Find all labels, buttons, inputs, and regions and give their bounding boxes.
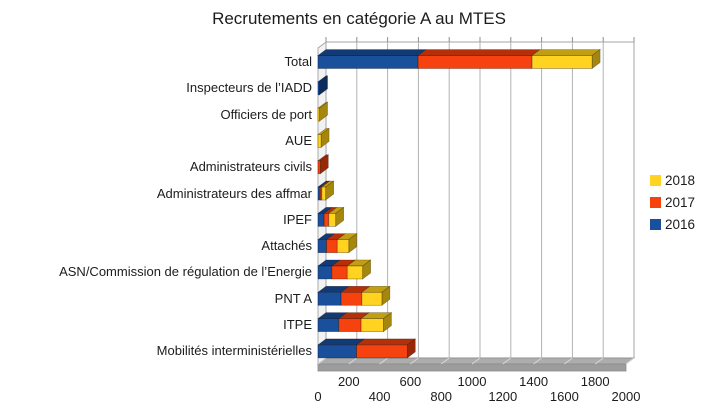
category-label: AUE [285,132,312,148]
category-label: IPEF [283,211,312,227]
bar-segment-2018 [337,240,349,253]
legend [650,169,695,235]
bar-segment-2018 [322,187,326,200]
bar-segment-2016 [318,266,332,279]
x-axis-label: 800 [430,389,453,404]
category-label: Attachés [261,238,312,254]
category-label: Mobilités interministérielles [156,343,312,359]
x-axis-label: 600 [399,374,422,389]
bar-segment-2018 [318,134,321,147]
bar-segment-2018 [532,56,592,69]
category-label: ASN/Commission de régulation de l’Energie [59,264,312,280]
bar-top-face [532,50,600,56]
bar-top-face [418,50,540,56]
chart-title: Recrutements en catégorie A au MTES [212,9,506,28]
x-axis-label: 1000 [457,374,487,389]
category-label: Total [284,54,312,69]
x-axis-label: 200 [337,374,360,389]
legend-label-2018: 2018 [665,172,696,188]
bar-segment-2017 [332,266,347,279]
x-axis-label: 1800 [580,374,610,389]
bar-segment-2017 [357,345,408,358]
x-axis-label: 400 [368,389,391,404]
legend-item-2017 [650,191,695,213]
floor-front [318,364,626,371]
legend-item-2016 [650,213,695,235]
category-label: Administrateurs des affmar [156,185,312,201]
legend-label-2016: 2016 [665,216,696,232]
x-axis-label: 1400 [519,374,549,389]
bar-segment-2016 [318,82,320,95]
bar-segment-2016 [318,240,326,253]
bar-top-face [357,339,416,345]
bar-segment-2018 [361,319,383,332]
bar-segment-2018 [347,266,362,279]
x-axis-label: 2000 [611,389,641,404]
x-axis-label: 1200 [488,389,518,404]
bar-segment-2018 [318,108,320,121]
category-label: Administrateurs civils [189,159,312,175]
category-label: ITPE [283,317,312,333]
category-label: Officiers de port [220,106,312,122]
category-label: Inspecteurs de l’IADD [186,80,312,96]
bar-top-face [318,50,426,56]
bar-segment-2016 [318,56,418,69]
legend-swatch-2016 [650,219,661,230]
bar-segment-2017 [324,213,329,226]
bar-segment-2017 [418,56,532,69]
bar-segment-2016 [318,319,339,332]
bar-segment-2016 [318,292,341,305]
bar-segment-2017 [326,240,337,253]
bar-segment-2018 [362,292,382,305]
legend-item-2018 [650,169,695,191]
bar-segment-2017 [341,292,362,305]
legend-label-2017: 2017 [665,194,696,210]
legend-swatch-2018 [650,175,661,186]
bar-segment-2016 [318,213,324,226]
x-axis-label: 1600 [549,389,579,404]
bar-segment-2017 [339,319,361,332]
category-label: PNT A [274,290,312,306]
bar-segment-2016 [318,345,357,358]
bar-segment-2017 [318,161,320,174]
legend-swatch-2017 [650,197,661,208]
bar-segment-2018 [329,213,336,226]
x-axis-label: 0 [314,389,322,404]
